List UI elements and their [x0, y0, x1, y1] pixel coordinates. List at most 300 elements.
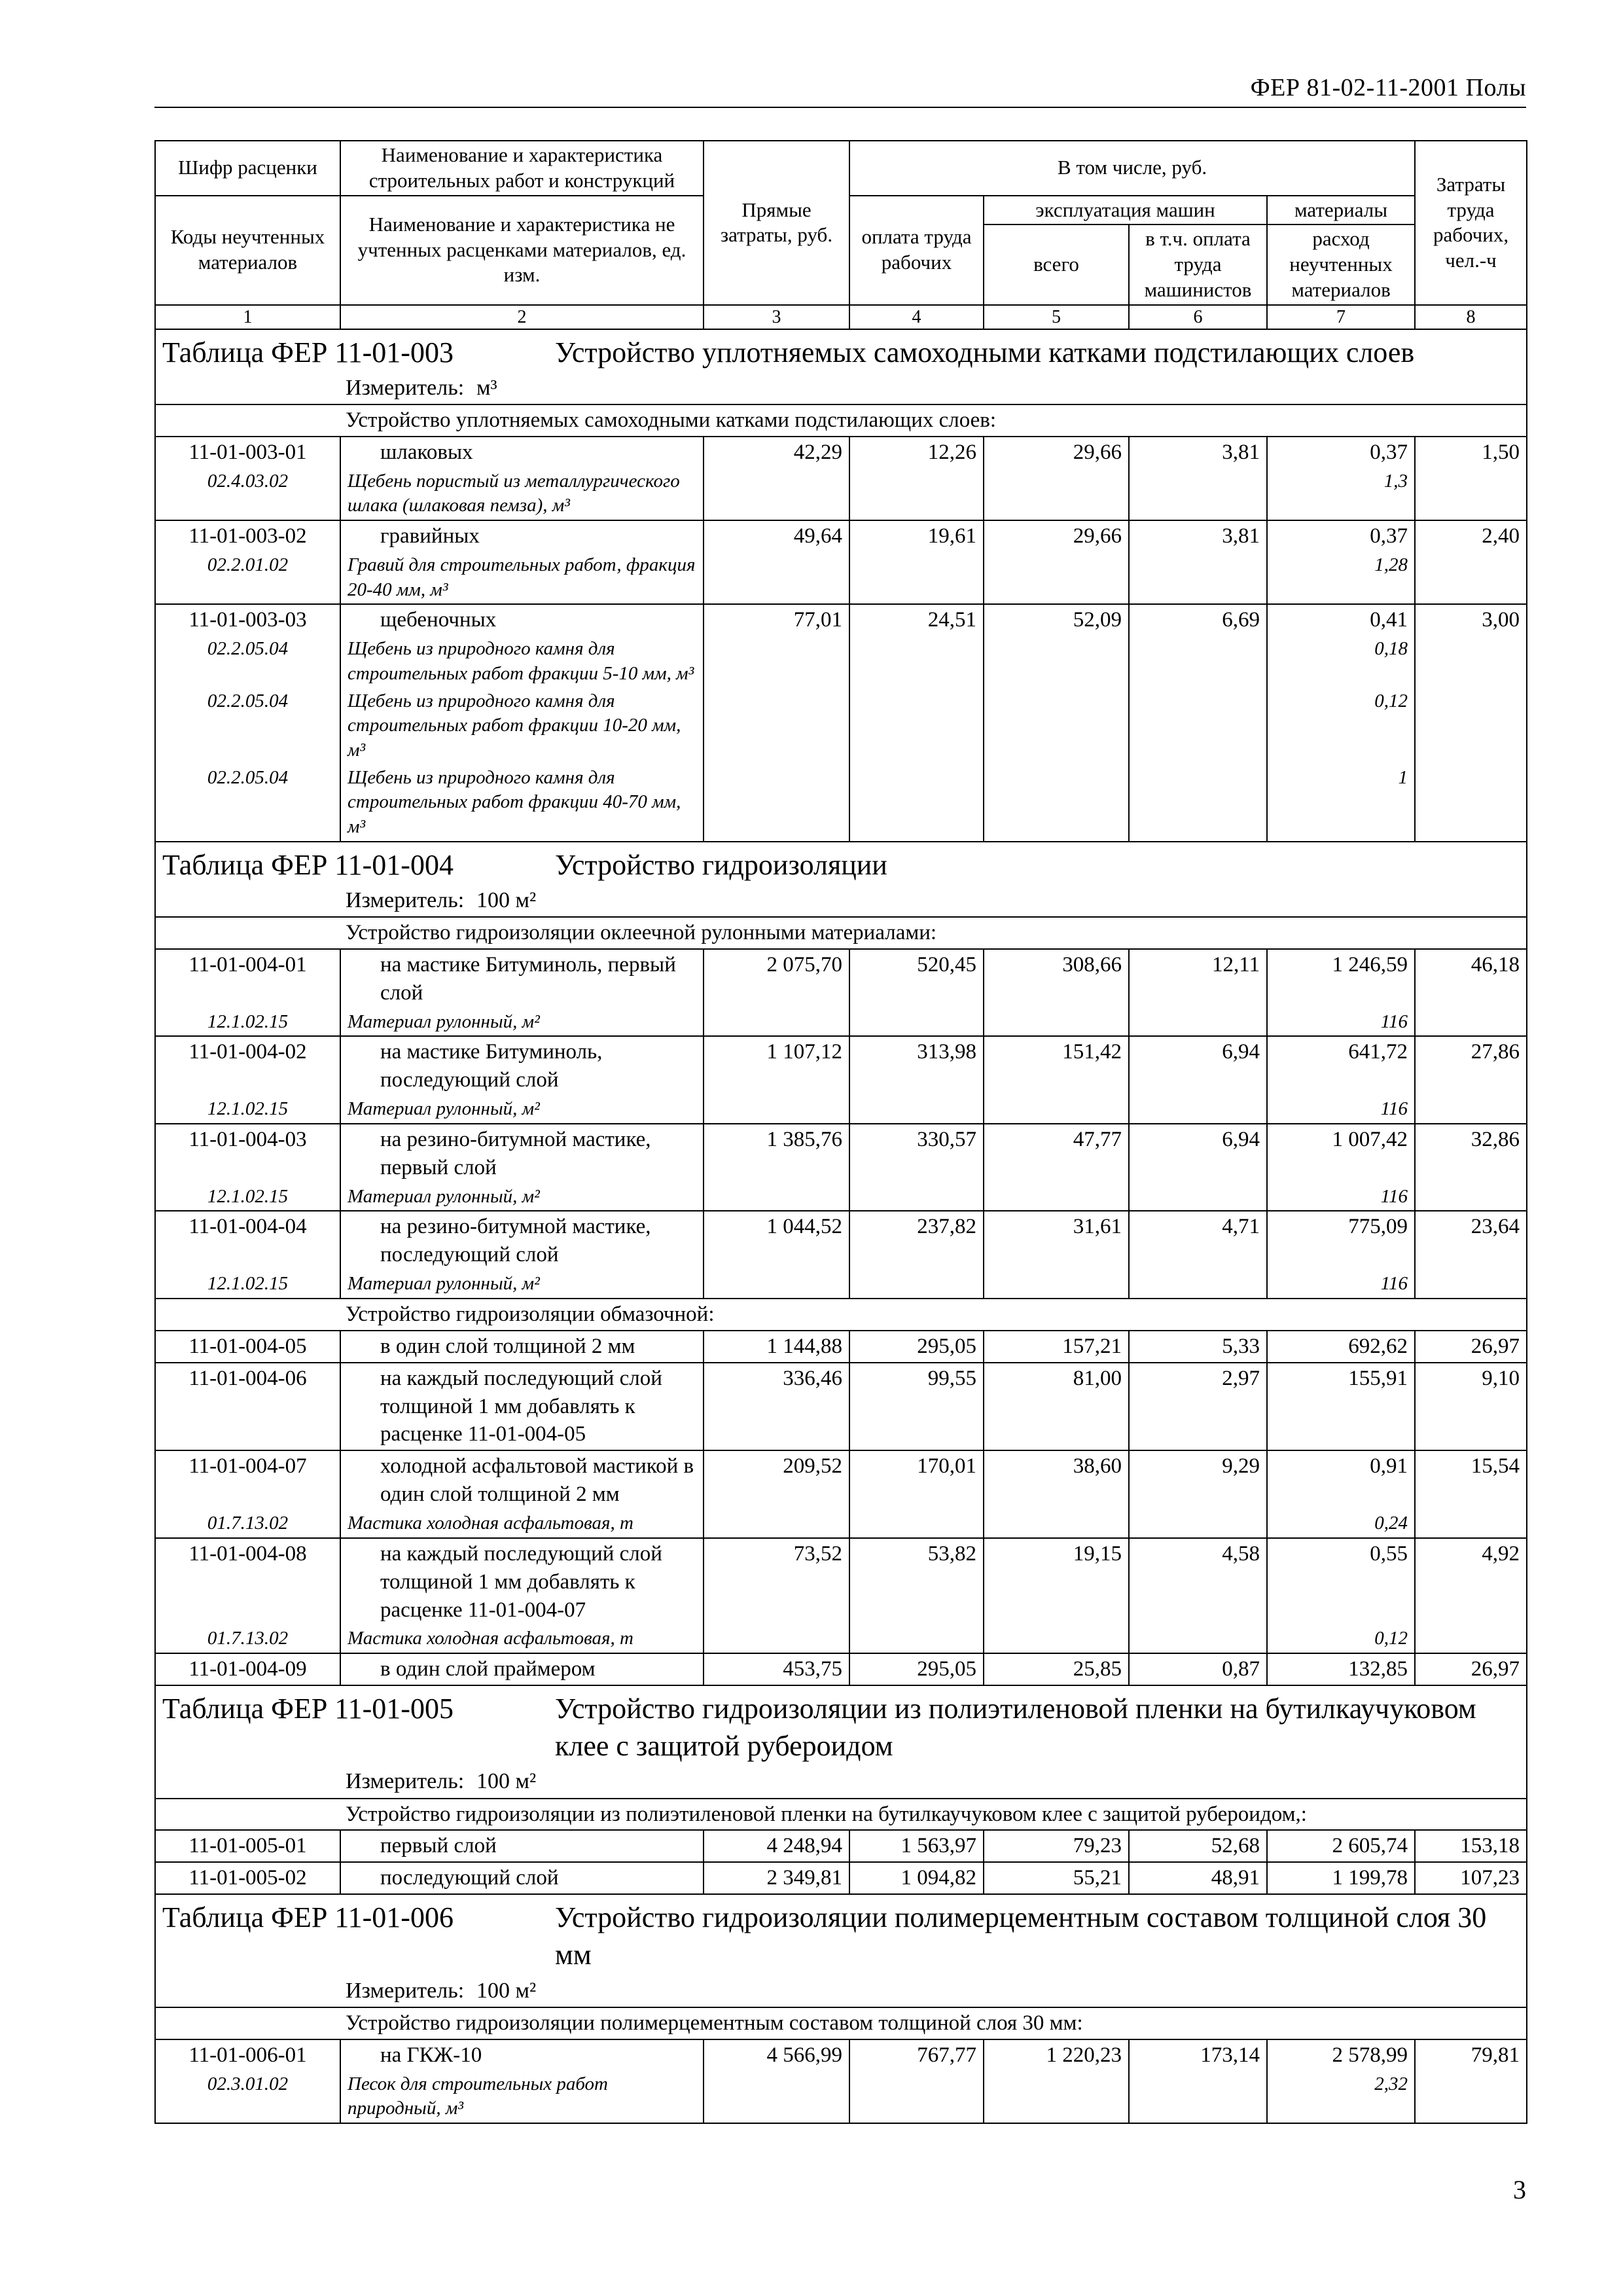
labor-cost: 330,57	[849, 1124, 984, 1183]
material-name: Гравий для строительных работ, фракция 20-40 мм, м³	[340, 552, 704, 604]
materials-cost: 0,55	[1267, 1538, 1415, 1626]
rate-row	[155, 1830, 1527, 1862]
rate-name: на мастике Битуминоль, первый слой	[340, 949, 704, 1009]
rate-row	[155, 2039, 1527, 2071]
rate-code: 11-01-004-06	[155, 1363, 340, 1451]
material-name: Материал рулонный, м²	[340, 1183, 704, 1211]
materials-cost: 1 199,78	[1267, 1862, 1415, 1894]
machines-cost: 31,61	[984, 1211, 1129, 1270]
labor-hours: 107,23	[1415, 1862, 1527, 1894]
material-code: 02.3.01.02	[155, 2071, 340, 2123]
material-row	[155, 552, 1527, 604]
table-name: Таблица ФЕР 11-01-004	[162, 848, 454, 881]
materials-cost: 0,37	[1267, 437, 1415, 468]
empty-cell	[849, 468, 984, 520]
rate-row	[155, 1331, 1527, 1363]
material-code: 02.4.03.02	[155, 468, 340, 520]
section-heading: Устройство гидроизоляции из полиэтиленовой пленки на бутилкаучуковом клее с защитой рубероидом,:	[155, 1799, 1527, 1831]
direct-cost: 4 566,99	[704, 2039, 849, 2071]
header-cell: Прямые затраты, руб.	[704, 141, 849, 305]
column-number: 2	[340, 305, 704, 329]
material-qty: 116	[1267, 1009, 1415, 1037]
section-heading: Устройство гидроизоляции оклеечной рулонными материалами:	[155, 917, 1527, 949]
material-qty: 0,12	[1267, 688, 1415, 764]
material-row	[155, 1270, 1527, 1299]
empty-cell	[704, 1625, 849, 1653]
rate-code: 11-01-004-09	[155, 1653, 340, 1685]
rate-code: 11-01-003-03	[155, 604, 340, 636]
operators-cost: 5,33	[1129, 1331, 1267, 1363]
table-name: Таблица ФЕР 11-01-005	[162, 1693, 454, 1725]
materials-cost: 641,72	[1267, 1036, 1415, 1096]
empty-cell	[1415, 1270, 1527, 1299]
rate-row	[155, 1862, 1527, 1894]
rate-row	[155, 1363, 1527, 1451]
rate-name: на резино-битумной мастике, последующий слой	[340, 1211, 704, 1270]
rate-name: в один слой толщиной 2 мм	[340, 1331, 704, 1363]
empty-cell	[849, 1510, 984, 1538]
section-heading-row	[155, 1299, 1527, 1331]
empty-cell	[1415, 1510, 1527, 1538]
machines-cost: 29,66	[984, 437, 1129, 468]
header-cell: Наименование и характеристика строительных работ и конструкций	[340, 141, 704, 196]
header-cell: всего	[984, 224, 1129, 304]
rate-code: 11-01-003-01	[155, 437, 340, 468]
materials-cost: 0,41	[1267, 604, 1415, 636]
unit-label: Измеритель:	[346, 375, 465, 400]
unit-value: м³	[476, 375, 497, 400]
unit-label: Измеритель:	[346, 888, 465, 912]
column-number: 7	[1267, 305, 1415, 329]
rate-row	[155, 520, 1527, 552]
empty-cell	[984, 1096, 1129, 1124]
labor-cost: 12,26	[849, 437, 984, 468]
header-cell: эксплуатация машин	[984, 196, 1267, 225]
empty-cell	[1129, 1096, 1267, 1124]
empty-cell	[1415, 1009, 1527, 1037]
empty-cell	[849, 1009, 984, 1037]
rate-name: на ГКЖ-10	[340, 2039, 704, 2071]
empty-cell	[1415, 636, 1527, 687]
labor-hours: 26,97	[1415, 1653, 1527, 1685]
empty-cell	[1129, 1009, 1267, 1037]
direct-cost: 1 044,52	[704, 1211, 849, 1270]
empty-cell	[1415, 764, 1527, 842]
direct-cost: 1 144,88	[704, 1331, 849, 1363]
labor-cost: 295,05	[849, 1653, 984, 1685]
machines-cost: 19,15	[984, 1538, 1129, 1626]
material-qty: 1,28	[1267, 552, 1415, 604]
empty-cell	[1129, 2071, 1267, 2123]
page-number: 3	[1513, 2175, 1526, 2204]
material-name: Щебень из природного камня для строительных работ фракции 40-70 мм, м³	[340, 764, 704, 842]
header-cell: в т.ч. оплата труда машинистов	[1129, 224, 1267, 304]
material-row	[155, 636, 1527, 687]
empty-cell	[704, 636, 849, 687]
empty-cell	[984, 1510, 1129, 1538]
section-heading-row	[155, 2007, 1527, 2039]
material-code: 01.7.13.02	[155, 1510, 340, 1538]
material-qty: 2,32	[1267, 2071, 1415, 2123]
material-code: 01.7.13.02	[155, 1625, 340, 1653]
table-title	[155, 1894, 1527, 1975]
table-heading: Устройство гидроизоляции	[555, 848, 887, 881]
table-name: Таблица ФЕР 11-01-006	[162, 1901, 454, 1934]
material-name: Щебень из природного камня для строительных работ фракции 10-20 мм, м³	[340, 688, 704, 764]
labor-hours: 32,86	[1415, 1124, 1527, 1183]
material-row	[155, 468, 1527, 520]
table-title-row	[155, 1894, 1527, 1975]
empty-cell	[1129, 1270, 1267, 1299]
material-code: 12.1.02.15	[155, 1096, 340, 1124]
direct-cost: 209,52	[704, 1450, 849, 1510]
section-heading: Устройство гидроизоляции полимерцементным составом толщиной слоя 30 мм:	[155, 2007, 1527, 2039]
rate-row	[155, 1450, 1527, 1510]
rate-row	[155, 1036, 1527, 1096]
empty-cell	[1129, 1183, 1267, 1211]
section-heading: Устройство уплотняемых самоходными катками подстилающих слоев:	[155, 404, 1527, 437]
materials-cost: 0,37	[1267, 520, 1415, 552]
rate-code: 11-01-004-08	[155, 1538, 340, 1626]
column-number: 8	[1415, 305, 1527, 329]
empty-cell	[1415, 552, 1527, 604]
labor-hours: 26,97	[1415, 1331, 1527, 1363]
header-cell: В том числе, руб.	[849, 141, 1415, 196]
empty-cell	[1129, 1625, 1267, 1653]
labor-hours: 46,18	[1415, 949, 1527, 1009]
material-qty: 116	[1267, 1096, 1415, 1124]
material-row	[155, 1009, 1527, 1037]
material-qty: 1	[1267, 764, 1415, 842]
materials-cost: 155,91	[1267, 1363, 1415, 1451]
machines-cost: 1 220,23	[984, 2039, 1129, 2071]
material-qty: 1,3	[1267, 468, 1415, 520]
materials-cost: 775,09	[1267, 1211, 1415, 1270]
empty-cell	[704, 688, 849, 764]
material-name: Щебень пористый из металлургического шлака (шлаковая пемза), м³	[340, 468, 704, 520]
rate-name: щебеночных	[340, 604, 704, 636]
rate-name: на каждый последующий слой толщиной 1 мм добавлять к расценке 11-01-004-07	[340, 1538, 704, 1626]
direct-cost: 336,46	[704, 1363, 849, 1451]
rate-code: 11-01-004-04	[155, 1211, 340, 1270]
empty-cell	[704, 1183, 849, 1211]
empty-cell	[849, 636, 984, 687]
direct-cost: 2 349,81	[704, 1862, 849, 1894]
operators-cost: 2,97	[1129, 1363, 1267, 1451]
unit-row	[155, 1975, 1527, 2007]
material-row	[155, 2071, 1527, 2123]
machines-cost: 29,66	[984, 520, 1129, 552]
unit-value: 100 м²	[476, 1978, 537, 2003]
operators-cost: 4,58	[1129, 1538, 1267, 1626]
labor-hours: 27,86	[1415, 1036, 1527, 1096]
rate-name: на резино-битумной мастике, первый слой	[340, 1124, 704, 1183]
labor-cost: 24,51	[849, 604, 984, 636]
labor-hours: 79,81	[1415, 2039, 1527, 2071]
rate-row	[155, 1653, 1527, 1685]
header-cell: Коды неучтенных материалов	[155, 196, 340, 305]
material-name: Песок для строительных работ природный, м³	[340, 2071, 704, 2123]
labor-cost: 313,98	[849, 1036, 984, 1096]
table-title	[155, 329, 1527, 372]
empty-cell	[704, 2071, 849, 2123]
labor-cost: 53,82	[849, 1538, 984, 1626]
labor-cost: 99,55	[849, 1363, 984, 1451]
header-cell: расход неучтенных материалов	[1267, 224, 1415, 304]
empty-cell	[984, 552, 1129, 604]
labor-cost: 237,82	[849, 1211, 984, 1270]
empty-cell	[1129, 1510, 1267, 1538]
rate-name: шлаковых	[340, 437, 704, 468]
machines-cost: 79,23	[984, 1830, 1129, 1862]
material-row	[155, 1096, 1527, 1124]
empty-cell	[849, 688, 984, 764]
labor-hours: 1,50	[1415, 437, 1527, 468]
direct-cost: 49,64	[704, 520, 849, 552]
rates-table	[154, 140, 1527, 2124]
material-name: Мастика холодная асфальтовая, т	[340, 1625, 704, 1653]
material-row	[155, 1510, 1527, 1538]
empty-cell	[984, 2071, 1129, 2123]
empty-cell	[984, 1625, 1129, 1653]
operators-cost: 52,68	[1129, 1830, 1267, 1862]
rate-row	[155, 1538, 1527, 1626]
empty-cell	[849, 552, 984, 604]
rate-name: на мастике Битуминоль, последующий слой	[340, 1036, 704, 1096]
rate-name: последующий слой	[340, 1862, 704, 1894]
machines-cost: 308,66	[984, 949, 1129, 1009]
rate-row	[155, 1124, 1527, 1183]
column-number: 4	[849, 305, 984, 329]
labor-cost: 295,05	[849, 1331, 984, 1363]
rate-code: 11-01-004-01	[155, 949, 340, 1009]
labor-hours: 153,18	[1415, 1830, 1527, 1862]
empty-cell	[1129, 764, 1267, 842]
empty-cell	[1129, 636, 1267, 687]
direct-cost: 42,29	[704, 437, 849, 468]
empty-cell	[984, 1183, 1129, 1211]
operators-cost: 3,81	[1129, 520, 1267, 552]
labor-cost: 1 563,97	[849, 1830, 984, 1862]
table-body	[155, 329, 1527, 2123]
empty-cell	[849, 1270, 984, 1299]
material-row	[155, 1625, 1527, 1653]
empty-cell	[849, 1096, 984, 1124]
direct-cost: 73,52	[704, 1538, 849, 1626]
material-name: Материал рулонный, м²	[340, 1270, 704, 1299]
empty-cell	[849, 1183, 984, 1211]
table-title-row	[155, 329, 1527, 372]
operators-cost: 6,94	[1129, 1036, 1267, 1096]
material-name: Мастика холодная асфальтовая, т	[340, 1510, 704, 1538]
labor-cost: 520,45	[849, 949, 984, 1009]
rate-row	[155, 604, 1527, 636]
labor-hours: 15,54	[1415, 1450, 1527, 1510]
rate-name: на каждый последующий слой толщиной 1 мм добавлять к расценке 11-01-004-05	[340, 1363, 704, 1451]
empty-cell	[1415, 1625, 1527, 1653]
labor-hours: 9,10	[1415, 1363, 1527, 1451]
material-qty: 0,24	[1267, 1510, 1415, 1538]
labor-hours: 23,64	[1415, 1211, 1527, 1270]
material-code: 02.2.05.04	[155, 636, 340, 687]
rate-name: первый слой	[340, 1830, 704, 1862]
rate-code: 11-01-004-02	[155, 1036, 340, 1096]
material-code: 12.1.02.15	[155, 1183, 340, 1211]
header-cell: Затраты труда рабочих, чел.-ч	[1415, 141, 1527, 305]
rate-code: 11-01-004-03	[155, 1124, 340, 1183]
rate-code: 11-01-004-05	[155, 1331, 340, 1363]
direct-cost: 1 107,12	[704, 1036, 849, 1096]
labor-cost: 1 094,82	[849, 1862, 984, 1894]
labor-cost: 19,61	[849, 520, 984, 552]
machines-cost: 55,21	[984, 1862, 1129, 1894]
empty-cell	[984, 1009, 1129, 1037]
table-heading: Устройство гидроизоляции полимерцементным составом толщиной слоя 30 мм	[555, 1901, 1487, 1971]
materials-cost: 1 007,42	[1267, 1124, 1415, 1183]
section-heading: Устройство гидроизоляции обмазочной:	[155, 1299, 1527, 1331]
operators-cost: 12,11	[1129, 949, 1267, 1009]
empty-cell	[849, 1625, 984, 1653]
materials-cost: 132,85	[1267, 1653, 1415, 1685]
material-code: 02.2.05.04	[155, 764, 340, 842]
material-code: 02.2.05.04	[155, 688, 340, 764]
unit-value: 100 м²	[476, 1769, 537, 1794]
material-row	[155, 688, 1527, 764]
rate-code: 11-01-004-07	[155, 1450, 340, 1510]
empty-cell	[1415, 688, 1527, 764]
machines-cost: 157,21	[984, 1331, 1129, 1363]
empty-cell	[704, 1009, 849, 1037]
labor-hours: 4,92	[1415, 1538, 1527, 1626]
rate-code: 11-01-005-02	[155, 1862, 340, 1894]
table-title-row	[155, 1685, 1527, 1766]
material-qty: 116	[1267, 1270, 1415, 1299]
rate-code: 11-01-003-02	[155, 520, 340, 552]
section-heading-row	[155, 1799, 1527, 1831]
empty-cell	[1415, 2071, 1527, 2123]
table-title	[155, 1685, 1527, 1766]
empty-cell	[704, 1096, 849, 1124]
empty-cell	[1129, 552, 1267, 604]
section-heading-row	[155, 404, 1527, 437]
unit-line	[155, 372, 1527, 404]
table-heading: Устройство гидроизоляции из полиэтиленовой пленки на бутилкаучуковом клее с защитой рубероидом	[555, 1693, 1476, 1763]
unit-value: 100 м²	[476, 888, 537, 912]
material-name: Щебень из природного камня для строительных работ фракции 5-10 мм, м³	[340, 636, 704, 687]
operators-cost: 6,69	[1129, 604, 1267, 636]
labor-cost: 767,77	[849, 2039, 984, 2071]
column-number: 3	[704, 305, 849, 329]
machines-cost: 47,77	[984, 1124, 1129, 1183]
table-name: Таблица ФЕР 11-01-003	[162, 336, 454, 368]
material-row	[155, 764, 1527, 842]
empty-cell	[849, 2071, 984, 2123]
operators-cost: 0,87	[1129, 1653, 1267, 1685]
header-cell: Наименование и характеристика не учтенных расценками материалов, ед. изм.	[340, 196, 704, 305]
labor-hours: 3,00	[1415, 604, 1527, 636]
direct-cost: 453,75	[704, 1653, 849, 1685]
unit-line	[155, 885, 1527, 917]
rate-row	[155, 949, 1527, 1009]
unit-line	[155, 1766, 1527, 1798]
operators-cost: 6,94	[1129, 1124, 1267, 1183]
machines-cost: 38,60	[984, 1450, 1129, 1510]
unit-row	[155, 1766, 1527, 1798]
empty-cell	[984, 1270, 1129, 1299]
empty-cell	[984, 764, 1129, 842]
empty-cell	[1415, 1096, 1527, 1124]
rate-row	[155, 437, 1527, 468]
empty-cell	[984, 468, 1129, 520]
rate-code: 11-01-006-01	[155, 2039, 340, 2071]
column-number: 5	[984, 305, 1129, 329]
labor-hours: 2,40	[1415, 520, 1527, 552]
machines-cost: 151,42	[984, 1036, 1129, 1096]
material-qty: 0,12	[1267, 1625, 1415, 1653]
table-heading: Устройство уплотняемых самоходными катками подстилающих слоев	[555, 336, 1415, 368]
direct-cost: 77,01	[704, 604, 849, 636]
header-rule	[154, 107, 1526, 108]
rate-code: 11-01-005-01	[155, 1830, 340, 1862]
material-row	[155, 1183, 1527, 1211]
operators-cost: 173,14	[1129, 2039, 1267, 2071]
header-cell: материалы	[1267, 196, 1415, 225]
section-heading-row	[155, 917, 1527, 949]
direct-cost: 4 248,94	[704, 1830, 849, 1862]
materials-cost: 2 578,99	[1267, 2039, 1415, 2071]
direct-cost: 2 075,70	[704, 949, 849, 1009]
rate-name: холодной асфальтовой мастикой в один слой толщиной 2 мм	[340, 1450, 704, 1510]
table-title-row	[155, 842, 1527, 885]
operators-cost: 9,29	[1129, 1450, 1267, 1510]
empty-cell	[849, 764, 984, 842]
unit-row	[155, 372, 1527, 404]
material-code: 02.2.01.02	[155, 552, 340, 604]
column-number: 1	[155, 305, 340, 329]
materials-cost: 1 246,59	[1267, 949, 1415, 1009]
rate-name: в один слой праймером	[340, 1653, 704, 1685]
unit-row	[155, 885, 1527, 917]
empty-cell	[984, 688, 1129, 764]
empty-cell	[704, 764, 849, 842]
column-number: 6	[1129, 305, 1267, 329]
unit-label: Измеритель:	[346, 1978, 465, 2003]
header-cell: оплата труда рабочих	[849, 196, 984, 305]
materials-cost: 2 605,74	[1267, 1830, 1415, 1862]
direct-cost: 1 385,76	[704, 1124, 849, 1183]
material-name: Материал рулонный, м²	[340, 1096, 704, 1124]
machines-cost: 25,85	[984, 1653, 1129, 1685]
rate-name: гравийных	[340, 520, 704, 552]
empty-cell	[1129, 688, 1267, 764]
empty-cell	[704, 1270, 849, 1299]
machines-cost: 52,09	[984, 604, 1129, 636]
empty-cell	[1129, 468, 1267, 520]
empty-cell	[984, 636, 1129, 687]
running-header: ФЕР 81-02-11-2001 Полы	[1250, 74, 1526, 101]
table-title	[155, 842, 1527, 885]
table-header	[155, 141, 1527, 329]
unit-line	[155, 1975, 1527, 2007]
material-qty: 116	[1267, 1183, 1415, 1211]
material-qty: 0,18	[1267, 636, 1415, 687]
material-code: 12.1.02.15	[155, 1270, 340, 1299]
empty-cell	[1415, 1183, 1527, 1211]
materials-cost: 692,62	[1267, 1331, 1415, 1363]
operators-cost: 48,91	[1129, 1862, 1267, 1894]
material-code: 12.1.02.15	[155, 1009, 340, 1037]
materials-cost: 0,91	[1267, 1450, 1415, 1510]
